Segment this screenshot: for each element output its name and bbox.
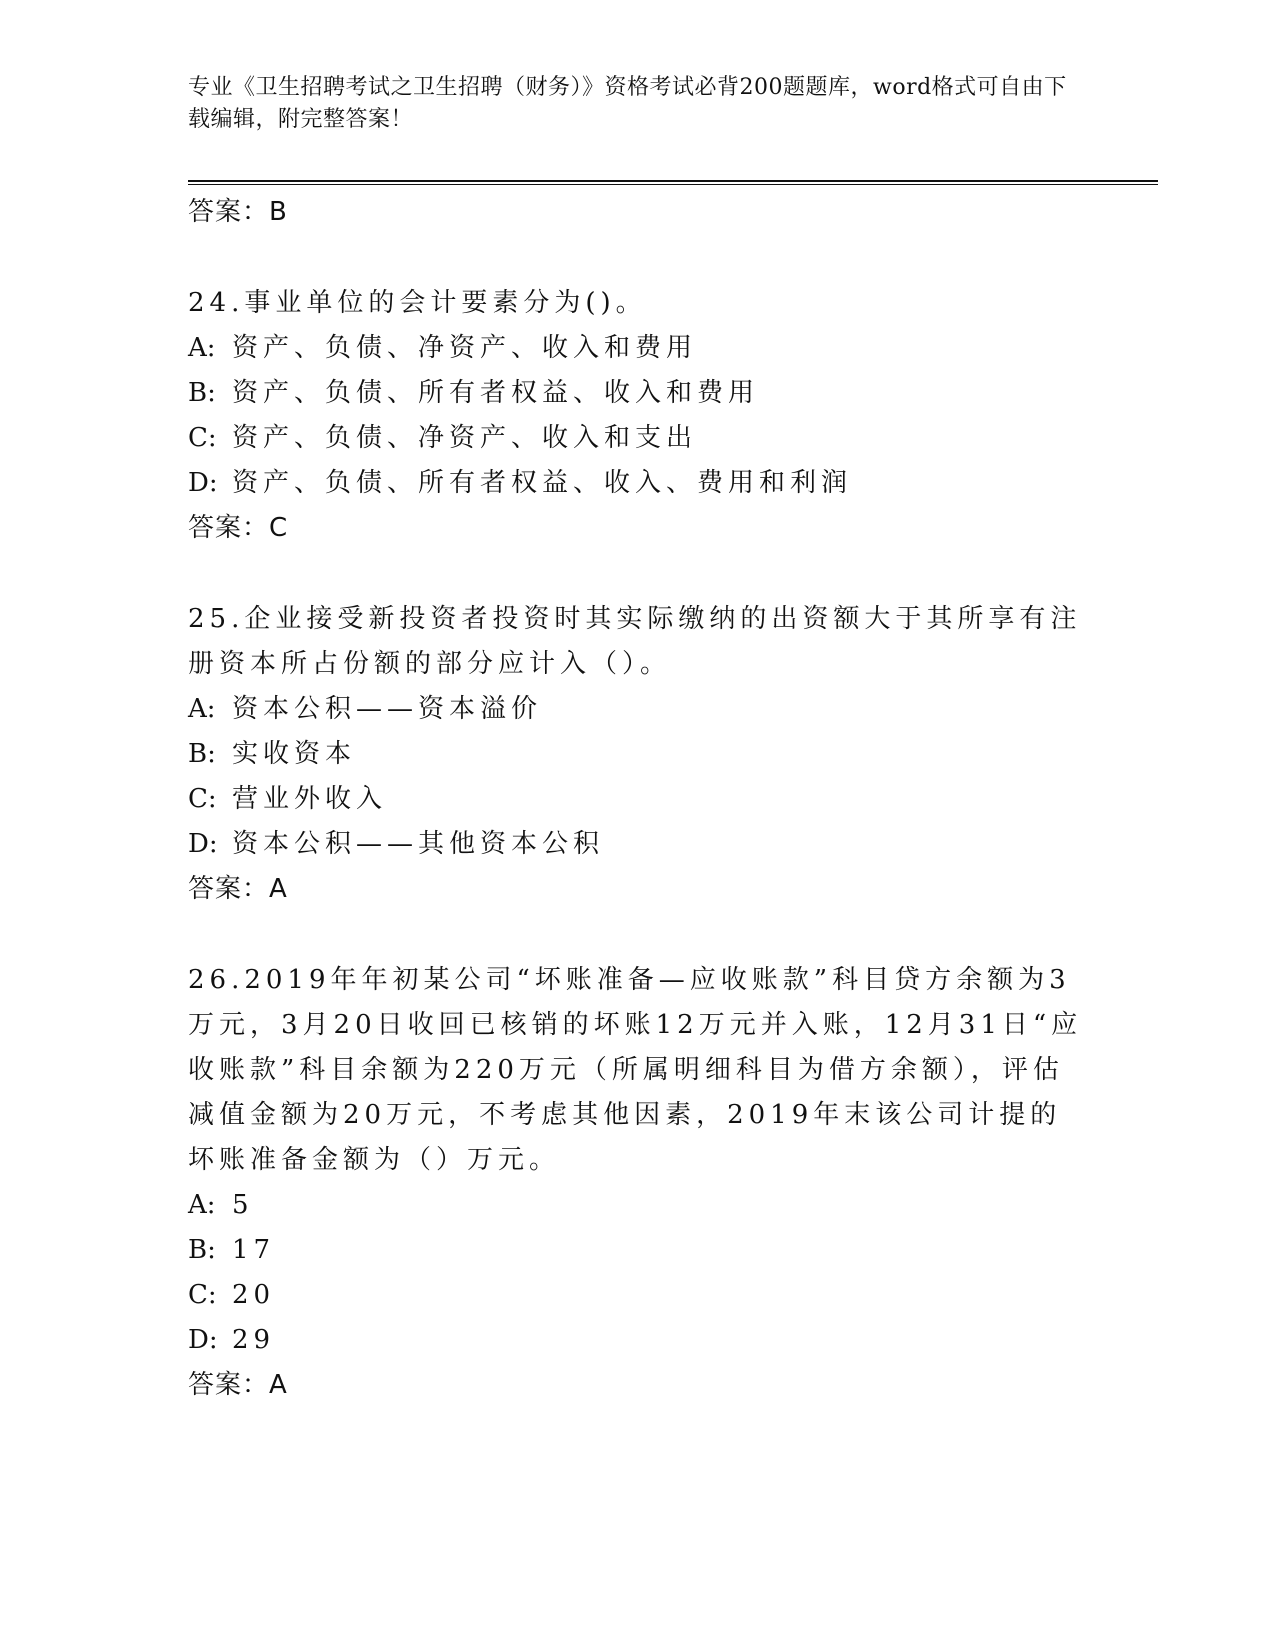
- option-text: 17: [232, 1235, 276, 1265]
- option-letter: D:: [188, 829, 218, 859]
- option-d: [188, 461, 1088, 506]
- answer-line: 答案：A: [188, 874, 288, 904]
- option-letter: B:: [188, 739, 216, 769]
- option-text: 5: [232, 1190, 254, 1220]
- option-text: 营业外收入: [232, 784, 388, 814]
- page-header-text: 专业《卫生招聘考试之卫生招聘（财务）》资格考试必背200题题库，word格式可自由下载编辑，附完整答案！: [188, 75, 1067, 132]
- option-text: 实收资本: [232, 739, 357, 769]
- spacer: [188, 235, 1088, 281]
- option-letter: A:: [188, 333, 216, 363]
- spacer: [188, 551, 1088, 597]
- option-letter: D:: [188, 1325, 218, 1355]
- answer-line: 答案：B: [188, 197, 288, 227]
- answer-line: 答案：A: [188, 1370, 288, 1400]
- option-c: [188, 416, 1088, 461]
- header-divider: [188, 180, 1158, 185]
- question-text: 26.2019年年初某公司“坏账准备—应收账款”科目贷方余额为3万元，3月20日收回已核销的坏账12万元并入账，12月31日“应收账款”科目余额为220万元（所属明细科目为借方余额），评估减值金额为20万元，不考虑其他因素，2019年末该公司计提的坏账准备金额为（）万元。: [188, 965, 1083, 1175]
- option-letter: C:: [188, 1280, 217, 1310]
- option-d: [188, 822, 1088, 867]
- option-a: [188, 326, 1088, 371]
- document-body: [188, 190, 1088, 1408]
- option-text: 资本公积——其他资本公积: [232, 829, 605, 859]
- option-b: [188, 732, 1088, 777]
- option-text: 29: [232, 1325, 276, 1355]
- option-a: [188, 1183, 1088, 1228]
- option-b: [188, 371, 1088, 416]
- question-text: 24.事业单位的会计要素分为()。: [188, 288, 647, 318]
- option-text: 资产、负债、所有者权益、收入、费用和利润: [232, 468, 853, 498]
- spacer: [188, 912, 1088, 958]
- option-letter: B:: [188, 378, 216, 408]
- option-letter: A:: [188, 694, 216, 724]
- option-c: [188, 777, 1088, 822]
- option-letter: D:: [188, 468, 218, 498]
- option-text: 资产、负债、所有者权益、收入和费用: [232, 378, 760, 408]
- option-letter: C:: [188, 423, 217, 453]
- option-text: 20: [232, 1280, 276, 1310]
- option-text: 资产、负债、净资产、收入和费用: [232, 333, 698, 363]
- question-text: 25.企业接受新投资者投资时其实际缴纳的出资额大于其所享有注册资本所占份额的部分应计入（）。: [188, 604, 1082, 679]
- option-d: [188, 1318, 1088, 1363]
- option-letter: B:: [188, 1235, 216, 1265]
- option-b: [188, 1228, 1088, 1273]
- option-text: 资本公积——资本溢价: [232, 694, 543, 724]
- option-c: [188, 1273, 1088, 1318]
- option-text: 资产、负债、净资产、收入和支出: [232, 423, 698, 453]
- option-letter: C:: [188, 784, 217, 814]
- answer-line: 答案：C: [188, 513, 289, 543]
- option-a: [188, 687, 1088, 732]
- option-letter: A:: [188, 1190, 216, 1220]
